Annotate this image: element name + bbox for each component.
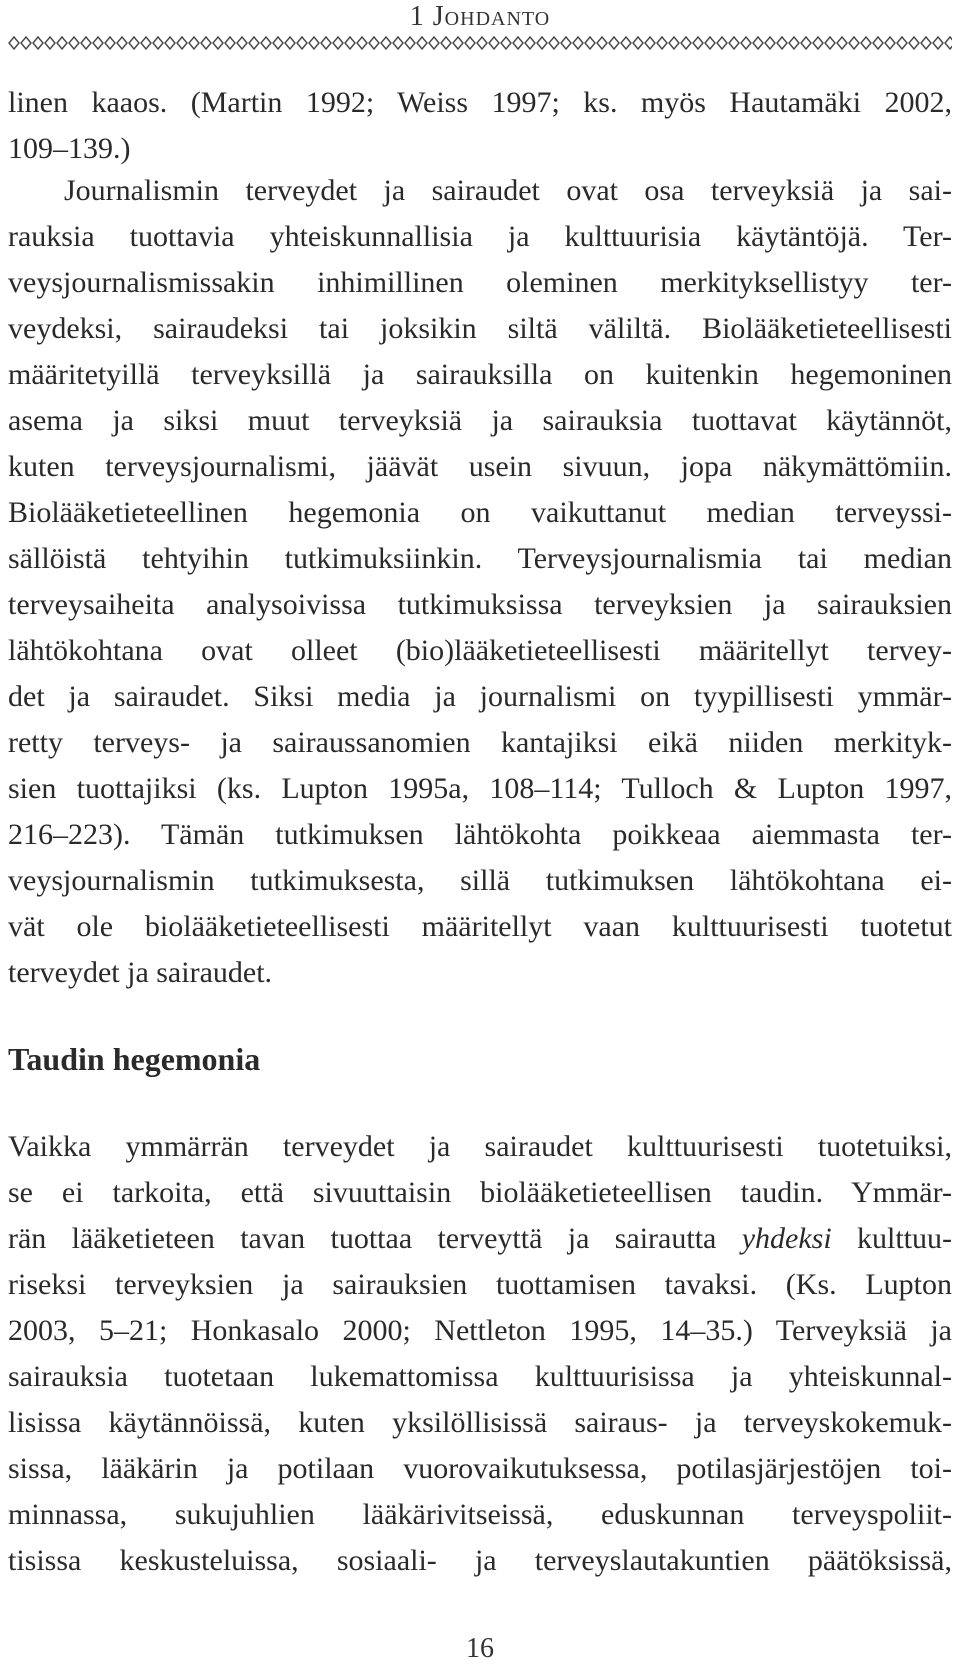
text-line: det ja sairaudet. Siksi media ja journalismi on tyypillisesti ymmär- xyxy=(8,680,952,713)
text-line: sällöistä tehtyihin tutkimuksiinkin. Terveysjournalismia tai median xyxy=(8,542,952,575)
paragraph-2 xyxy=(8,168,952,996)
page-number: 16 xyxy=(466,1633,494,1664)
text-line: kuten terveysjournalismi, jäävät usein sivuun, jopa näkymättömiin. xyxy=(8,450,952,483)
text-line: terveydet ja sairaudet. xyxy=(8,956,273,989)
text-line: minnassa, sukujuhlien lääkärivitseissä, eduskunnan terveyspoliit- xyxy=(8,1498,952,1531)
text-line: Journalismin terveydet ja sairaudet ovat osa terveyksiä ja sai- xyxy=(64,174,952,207)
text-line: linen kaaos. (Martin 1992; Weiss 1997; ks. myös Hautamäki 2002, xyxy=(8,86,952,119)
running-head: 1 Johdanto xyxy=(409,1,551,32)
text-line: riseksi terveyksien ja sairauksien tuottamisen tavaksi. (Ks. Lupton xyxy=(8,1268,952,1301)
text-line: veysjournalismin tutkimuksesta, sillä tutkimuksen lähtökohtana ei- xyxy=(8,864,952,897)
text-line: vät ole biolääketieteellisesti määritellyt vaan kulttuurisesti tuotetut xyxy=(8,910,952,943)
text-line: veysjournalismissakin inhimillinen oleminen merkityksellistyy ter- xyxy=(8,266,952,299)
text-line: terveysaiheita analysoivissa tutkimuksissa terveyksien ja sairauksien xyxy=(8,588,952,621)
ornamental-rule xyxy=(8,36,952,50)
text-line: sien tuottajiksi (ks. Lupton 1995a, 108–114; Tulloch & Lupton 1997, xyxy=(8,772,952,805)
text-line: tisissa keskusteluissa, sosiaali- ja terveyslautakuntien päätöksissä, xyxy=(8,1544,952,1577)
paragraph-1 xyxy=(8,80,952,172)
text-line: 2003, 5–21; Honkasalo 2000; Nettleton 1995, 14–35.) Terveyksiä ja xyxy=(8,1314,952,1347)
text-line: asema ja siksi muut terveyksiä ja sairauksia tuottavat käytännöt, xyxy=(8,404,952,437)
text-line: 109–139.) xyxy=(8,132,131,165)
text-line: retty terveys- ja sairaussanomien kantajiksi eikä niiden merkityk- xyxy=(8,726,952,759)
text-line: 216–223). Tämän tutkimuksen lähtökohta poikkeaa aiemmasta ter- xyxy=(8,818,952,851)
text-line: veydeksi, sairaudeksi tai joksikin siltä väliltä. Biolääketieteellisesti xyxy=(8,312,952,345)
paragraph-3 xyxy=(8,1124,952,1584)
text-segment: rän lääketieteen tavan tuottaa terveyttä ja sairautta xyxy=(8,1222,717,1255)
text-line: se ei tarkoita, että sivuuttaisin biolääketieteellisen taudin. Ymmär- xyxy=(8,1176,952,1209)
text-line: määritetyillä terveyksillä ja sairauksilla on kuitenkin hegemoninen xyxy=(8,358,952,391)
text-line: sairauksia tuotetaan lukemattomissa kulttuurisissa ja yhteiskunnal- xyxy=(8,1360,952,1393)
text-line: lähtökohtana ovat olleet (bio)lääketieteellisesti määritellyt tervey- xyxy=(8,634,952,667)
emphasized-word: yhdeksi xyxy=(741,1222,832,1255)
text-line: rauksia tuottavia yhteiskunnallisia ja kulttuurisia käytäntöjä. Ter- xyxy=(8,220,952,253)
text-line: lisissa käytännöissä, kuten yksilöllisissä sairaus- ja terveyskokemuk- xyxy=(8,1406,952,1439)
text-line: sissa, lääkärin ja potilaan vuorovaikutuksessa, potilasjärjestöjen toi- xyxy=(8,1452,952,1485)
text-line: Biolääketieteellinen hegemonia on vaikuttanut median terveyssi- xyxy=(8,496,952,529)
text-segment: kulttuu- xyxy=(857,1222,953,1255)
text-line xyxy=(8,1216,952,1262)
text-line: Vaikka ymmärrän terveydet ja sairaudet kulttuurisesti tuotetuiksi, xyxy=(8,1130,952,1163)
section-heading: Taudin hegemonia xyxy=(8,1041,261,1077)
